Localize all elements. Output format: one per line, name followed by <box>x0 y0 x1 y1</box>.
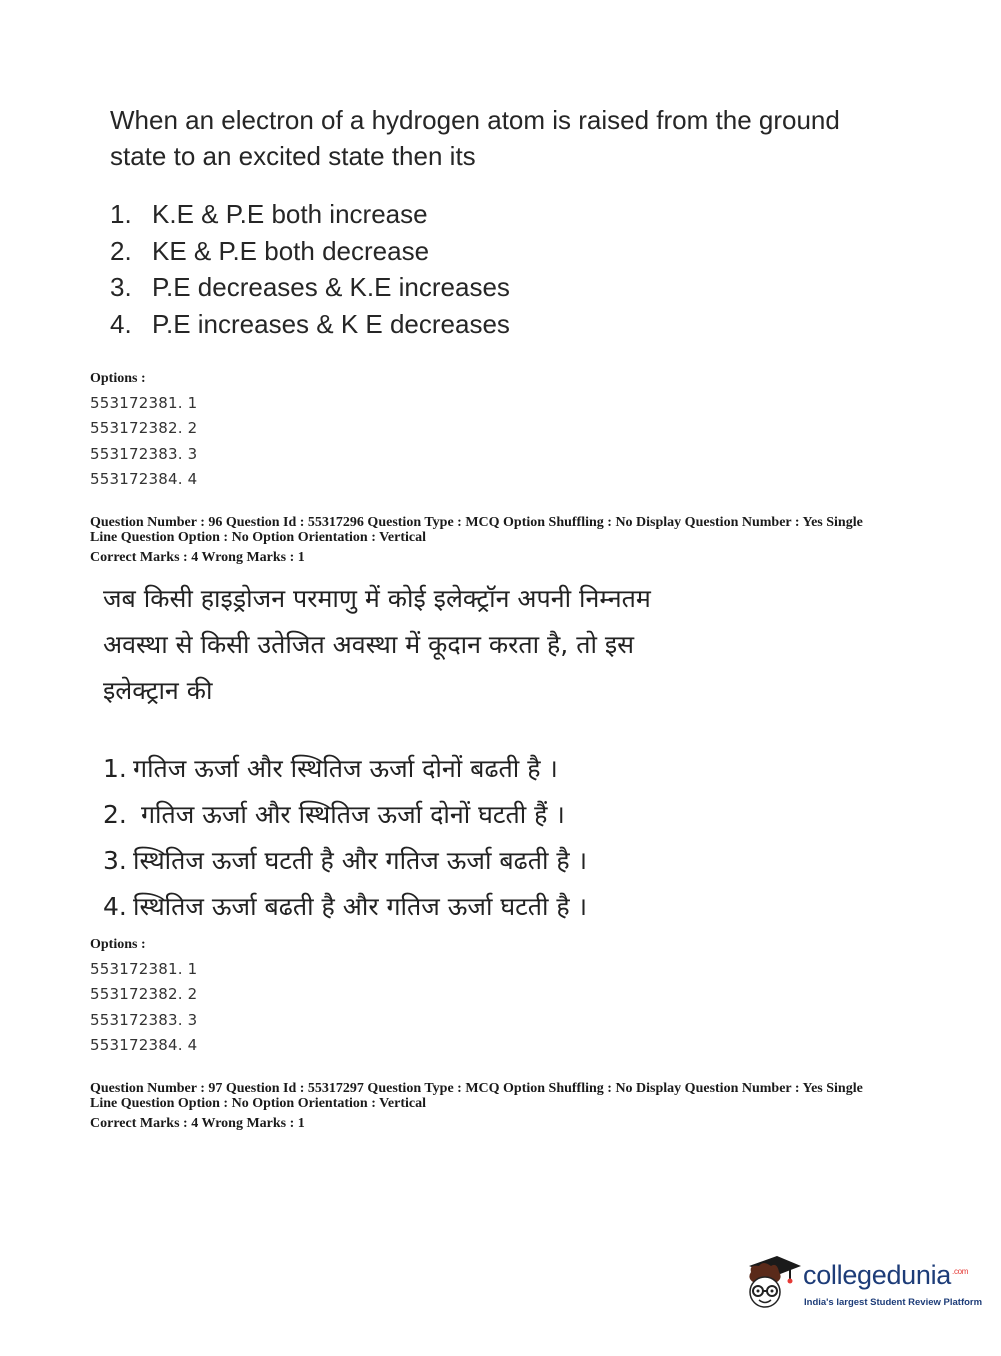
logo-brand: collegedunia$^{.com}$ <box>803 1260 969 1290</box>
choice-list-en <box>110 196 850 342</box>
options-block-2 <box>90 937 197 1058</box>
options-block-1 <box>90 371 197 492</box>
option-item: 553172384. 4 <box>90 1035 198 1054</box>
question-stem-hi <box>103 576 863 714</box>
meta-line-1: Question Number : 96 Question Id : 55317296 Question Type : MCQ Option Shuffling : No Display Question Number : Yes Single <box>90 515 863 530</box>
stem-hi-line-1: जब किसी हाइड्रोजन परमाणु में कोई इलेक्ट्रॉन अपनी निम्नतम <box>103 584 651 613</box>
marks-line: Correct Marks : 4 Wrong Marks : 1 <box>90 550 305 565</box>
logo-tagline: India's largest Student Review Platform <box>804 1297 983 1308</box>
choice-hi-4: 4. स्थितिज ऊर्जा बढती है और गतिज ऊर्जा घटती है । <box>103 892 588 921</box>
options-label: Options : <box>90 937 146 952</box>
logo-suffix: .com <box>952 1267 969 1276</box>
question-stem-en: When an electron of a hydrogen atom is raised from the ground state to an excited state then its <box>110 105 840 171</box>
choice-hi-1: 1. गतिज ऊर्जा और स्थितिज ऊर्जा दोनों बढती है । <box>103 754 558 783</box>
choice-en-4: 4. P.E increases & K E decreases <box>110 308 510 339</box>
meta-line-2: Line Question Option : No Option Orientation : Vertical <box>90 1095 427 1111</box>
meta-line-1: Question Number : 97 Question Id : 55317297 Question Type : MCQ Option Shuffling : No Display Question Number : Yes Single <box>90 1081 863 1096</box>
marks-line: Correct Marks : 4 Wrong Marks : 1 <box>90 1116 305 1131</box>
question-hindi <box>103 576 863 930</box>
options-label: Options : <box>90 371 146 386</box>
option-item: 553172383. 3 <box>90 1010 198 1029</box>
question-english <box>110 102 850 342</box>
option-item: 553172384. 4 <box>90 469 198 488</box>
choice-en-2: 2. KE & P.E both decrease <box>110 235 430 266</box>
question-meta-97 <box>90 1082 920 1132</box>
choice-list-hi <box>103 746 863 930</box>
option-item: 553172383. 3 <box>90 444 198 463</box>
mascot-icon <box>743 1252 803 1314</box>
choice-hi-3: 3. स्थितिज ऊर्जा घटती है और गतिज ऊर्जा बढती है । <box>103 846 588 875</box>
choice-hi-2: 2. गतिज ऊर्जा और स्थितिज ऊर्जा दोनों घटती हैं । <box>103 800 565 829</box>
collegedunia-logo <box>743 1252 983 1314</box>
option-item: 553172381. 1 <box>90 960 198 978</box>
choice-en-3: 3. P.E decreases & K.E increases <box>110 272 510 302</box>
question-meta-96 <box>90 516 920 566</box>
option-item: 553172382. 2 <box>90 985 198 1004</box>
meta-line-2: Line Question Option : No Option Orientation : Vertical <box>90 529 427 545</box>
stem-hi-line-3: इलेक्ट्रान की <box>103 676 213 705</box>
choice-en-1: 1. K.E & P.E both increase <box>110 199 428 229</box>
option-item: 553172381. 1 <box>90 394 198 412</box>
stem-hi-line-2: अवस्था से किसी उतेजित अवस्था में कूदान करता है, तो इस <box>103 630 635 659</box>
option-item: 553172382. 2 <box>90 419 198 438</box>
